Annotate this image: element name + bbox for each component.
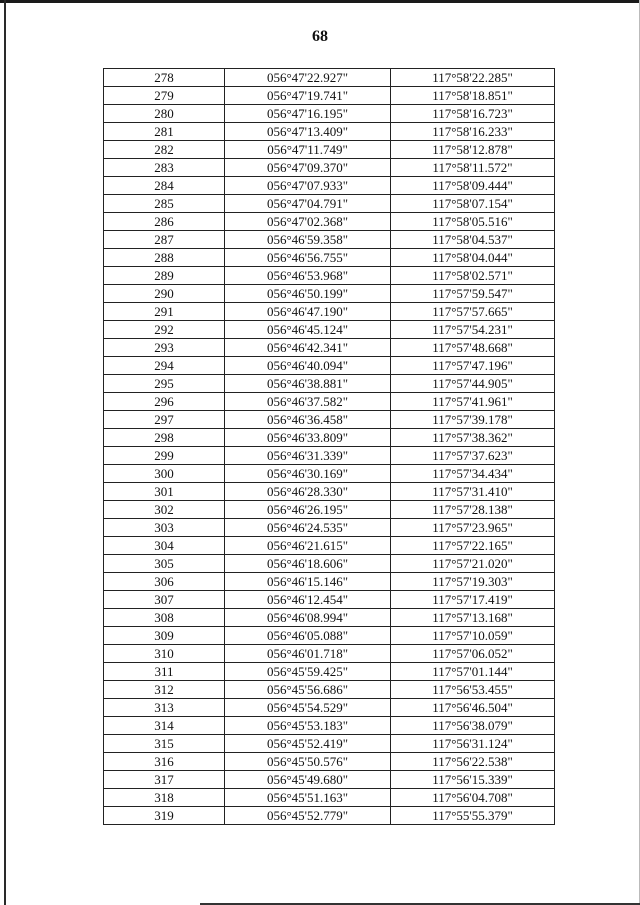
latitude-cell: 056°47'09.370" — [225, 159, 391, 177]
point-number-cell: 291 — [104, 303, 225, 321]
page-number: 68 — [312, 28, 328, 45]
latitude-cell: 056°45'50.576" — [225, 753, 391, 771]
latitude-cell: 056°45'54.529" — [225, 699, 391, 717]
table-row — [104, 87, 555, 105]
longitude-cell: 117°57'23.965" — [391, 519, 555, 537]
table-row — [104, 105, 555, 123]
table-row — [104, 573, 555, 591]
longitude-cell: 117°56'15.339" — [391, 771, 555, 789]
point-number-cell: 304 — [104, 537, 225, 555]
longitude-cell: 117°58'16.233" — [391, 123, 555, 141]
point-number-cell: 289 — [104, 267, 225, 285]
longitude-cell: 117°58'12.878" — [391, 141, 555, 159]
longitude-cell: 117°58'18.851" — [391, 87, 555, 105]
point-number-cell: 315 — [104, 735, 225, 753]
table-row — [104, 447, 555, 465]
table-row — [104, 501, 555, 519]
longitude-cell: 117°57'31.410" — [391, 483, 555, 501]
longitude-cell: 117°58'09.444" — [391, 177, 555, 195]
longitude-cell: 117°56'53.455" — [391, 681, 555, 699]
table-row — [104, 321, 555, 339]
latitude-cell: 056°46'47.190" — [225, 303, 391, 321]
latitude-cell: 056°46'56.755" — [225, 249, 391, 267]
latitude-cell: 056°46'18.606" — [225, 555, 391, 573]
latitude-cell: 056°46'26.195" — [225, 501, 391, 519]
table-row — [104, 213, 555, 231]
point-number-cell: 296 — [104, 393, 225, 411]
longitude-cell: 117°56'46.504" — [391, 699, 555, 717]
latitude-cell: 056°47'11.749" — [225, 141, 391, 159]
point-number-cell: 299 — [104, 447, 225, 465]
point-number-cell: 313 — [104, 699, 225, 717]
table-row — [104, 537, 555, 555]
latitude-cell: 056°47'04.791" — [225, 195, 391, 213]
longitude-cell: 117°57'47.196" — [391, 357, 555, 375]
table-row — [104, 69, 555, 87]
latitude-cell: 056°47'02.368" — [225, 213, 391, 231]
longitude-cell: 117°56'04.708" — [391, 789, 555, 807]
coordinates-table — [103, 68, 555, 825]
point-number-cell: 286 — [104, 213, 225, 231]
table-row — [104, 753, 555, 771]
point-number-cell: 316 — [104, 753, 225, 771]
scan-edge-top — [0, 0, 640, 3]
point-number-cell: 303 — [104, 519, 225, 537]
point-number-cell: 311 — [104, 663, 225, 681]
longitude-cell: 117°57'28.138" — [391, 501, 555, 519]
table-row — [104, 591, 555, 609]
table-row — [104, 249, 555, 267]
table-row — [104, 609, 555, 627]
table-row — [104, 483, 555, 501]
table-row — [104, 645, 555, 663]
table-row — [104, 699, 555, 717]
table-row — [104, 123, 555, 141]
latitude-cell: 056°46'08.994" — [225, 609, 391, 627]
point-number-cell: 285 — [104, 195, 225, 213]
latitude-cell: 056°46'42.341" — [225, 339, 391, 357]
table-row — [104, 285, 555, 303]
point-number-cell: 309 — [104, 627, 225, 645]
longitude-cell: 117°56'22.538" — [391, 753, 555, 771]
latitude-cell: 056°45'56.686" — [225, 681, 391, 699]
coordinates-table-body — [104, 69, 555, 825]
table-row — [104, 465, 555, 483]
point-number-cell: 281 — [104, 123, 225, 141]
latitude-cell: 056°46'53.968" — [225, 267, 391, 285]
table-row — [104, 303, 555, 321]
point-number-cell: 297 — [104, 411, 225, 429]
point-number-cell: 295 — [104, 375, 225, 393]
longitude-cell: 117°58'04.044" — [391, 249, 555, 267]
point-number-cell: 288 — [104, 249, 225, 267]
table-row — [104, 681, 555, 699]
point-number-cell: 318 — [104, 789, 225, 807]
latitude-cell: 056°46'01.718" — [225, 645, 391, 663]
point-number-cell: 279 — [104, 87, 225, 105]
point-number-cell: 307 — [104, 591, 225, 609]
table-row — [104, 771, 555, 789]
point-number-cell: 282 — [104, 141, 225, 159]
point-number-cell: 290 — [104, 285, 225, 303]
latitude-cell: 056°46'45.124" — [225, 321, 391, 339]
longitude-cell: 117°57'57.665" — [391, 303, 555, 321]
longitude-cell: 117°57'22.165" — [391, 537, 555, 555]
table-row — [104, 267, 555, 285]
latitude-cell: 056°46'30.169" — [225, 465, 391, 483]
point-number-cell: 300 — [104, 465, 225, 483]
longitude-cell: 117°56'38.079" — [391, 717, 555, 735]
latitude-cell: 056°46'50.199" — [225, 285, 391, 303]
table-row — [104, 807, 555, 825]
latitude-cell: 056°46'37.582" — [225, 393, 391, 411]
latitude-cell: 056°46'12.454" — [225, 591, 391, 609]
table-row — [104, 411, 555, 429]
longitude-cell: 117°58'11.572" — [391, 159, 555, 177]
longitude-cell: 117°57'59.547" — [391, 285, 555, 303]
point-number-cell: 278 — [104, 69, 225, 87]
point-number-cell: 283 — [104, 159, 225, 177]
longitude-cell: 117°57'37.623" — [391, 447, 555, 465]
longitude-cell: 117°58'16.723" — [391, 105, 555, 123]
table-row — [104, 663, 555, 681]
latitude-cell: 056°46'38.881" — [225, 375, 391, 393]
latitude-cell: 056°47'07.933" — [225, 177, 391, 195]
latitude-cell: 056°46'21.615" — [225, 537, 391, 555]
longitude-cell: 117°56'31.124" — [391, 735, 555, 753]
point-number-cell: 302 — [104, 501, 225, 519]
point-number-cell: 280 — [104, 105, 225, 123]
longitude-cell: 117°58'07.154" — [391, 195, 555, 213]
point-number-cell: 310 — [104, 645, 225, 663]
point-number-cell: 314 — [104, 717, 225, 735]
point-number-cell: 292 — [104, 321, 225, 339]
table-row — [104, 141, 555, 159]
longitude-cell: 117°57'01.144" — [391, 663, 555, 681]
point-number-cell: 293 — [104, 339, 225, 357]
longitude-cell: 117°57'21.020" — [391, 555, 555, 573]
scan-edge-left — [4, 0, 6, 905]
point-number-cell: 308 — [104, 609, 225, 627]
longitude-cell: 117°58'04.537" — [391, 231, 555, 249]
table-row — [104, 195, 555, 213]
table-row — [104, 231, 555, 249]
latitude-cell: 056°47'22.927" — [225, 69, 391, 87]
point-number-cell: 287 — [104, 231, 225, 249]
point-number-cell: 317 — [104, 771, 225, 789]
table-row — [104, 429, 555, 447]
latitude-cell: 056°45'49.680" — [225, 771, 391, 789]
latitude-cell: 056°45'53.183" — [225, 717, 391, 735]
longitude-cell: 117°57'38.362" — [391, 429, 555, 447]
latitude-cell: 056°46'40.094" — [225, 357, 391, 375]
latitude-cell: 056°46'33.809" — [225, 429, 391, 447]
table-row — [104, 339, 555, 357]
table-row — [104, 555, 555, 573]
longitude-cell: 117°57'39.178" — [391, 411, 555, 429]
table-row — [104, 789, 555, 807]
table-row — [104, 393, 555, 411]
point-number-cell: 301 — [104, 483, 225, 501]
latitude-cell: 056°47'19.741" — [225, 87, 391, 105]
point-number-cell: 306 — [104, 573, 225, 591]
longitude-cell: 117°57'44.905" — [391, 375, 555, 393]
latitude-cell: 056°46'31.339" — [225, 447, 391, 465]
table-row — [104, 627, 555, 645]
latitude-cell: 056°46'59.358" — [225, 231, 391, 249]
table-row — [104, 375, 555, 393]
longitude-cell: 117°58'22.285" — [391, 69, 555, 87]
latitude-cell: 056°47'16.195" — [225, 105, 391, 123]
point-number-cell: 312 — [104, 681, 225, 699]
point-number-cell: 305 — [104, 555, 225, 573]
longitude-cell: 117°57'48.668" — [391, 339, 555, 357]
longitude-cell: 117°57'06.052" — [391, 645, 555, 663]
latitude-cell: 056°46'15.146" — [225, 573, 391, 591]
point-number-cell: 294 — [104, 357, 225, 375]
latitude-cell: 056°46'05.088" — [225, 627, 391, 645]
latitude-cell: 056°47'13.409" — [225, 123, 391, 141]
longitude-cell: 117°58'02.571" — [391, 267, 555, 285]
point-number-cell: 284 — [104, 177, 225, 195]
longitude-cell: 117°55'55.379" — [391, 807, 555, 825]
longitude-cell: 117°57'34.434" — [391, 465, 555, 483]
latitude-cell: 056°45'59.425" — [225, 663, 391, 681]
latitude-cell: 056°45'52.779" — [225, 807, 391, 825]
point-number-cell: 298 — [104, 429, 225, 447]
table-row — [104, 159, 555, 177]
latitude-cell: 056°46'28.330" — [225, 483, 391, 501]
longitude-cell: 117°57'13.168" — [391, 609, 555, 627]
longitude-cell: 117°57'10.059" — [391, 627, 555, 645]
latitude-cell: 056°46'24.535" — [225, 519, 391, 537]
longitude-cell: 117°57'17.419" — [391, 591, 555, 609]
table-row — [104, 357, 555, 375]
table-row — [104, 519, 555, 537]
longitude-cell: 117°57'54.231" — [391, 321, 555, 339]
latitude-cell: 056°45'51.163" — [225, 789, 391, 807]
latitude-cell: 056°45'52.419" — [225, 735, 391, 753]
longitude-cell: 117°57'19.303" — [391, 573, 555, 591]
table-row — [104, 177, 555, 195]
table-row — [104, 717, 555, 735]
latitude-cell: 056°46'36.458" — [225, 411, 391, 429]
point-number-cell: 319 — [104, 807, 225, 825]
longitude-cell: 117°57'41.961" — [391, 393, 555, 411]
table-row — [104, 735, 555, 753]
longitude-cell: 117°58'05.516" — [391, 213, 555, 231]
